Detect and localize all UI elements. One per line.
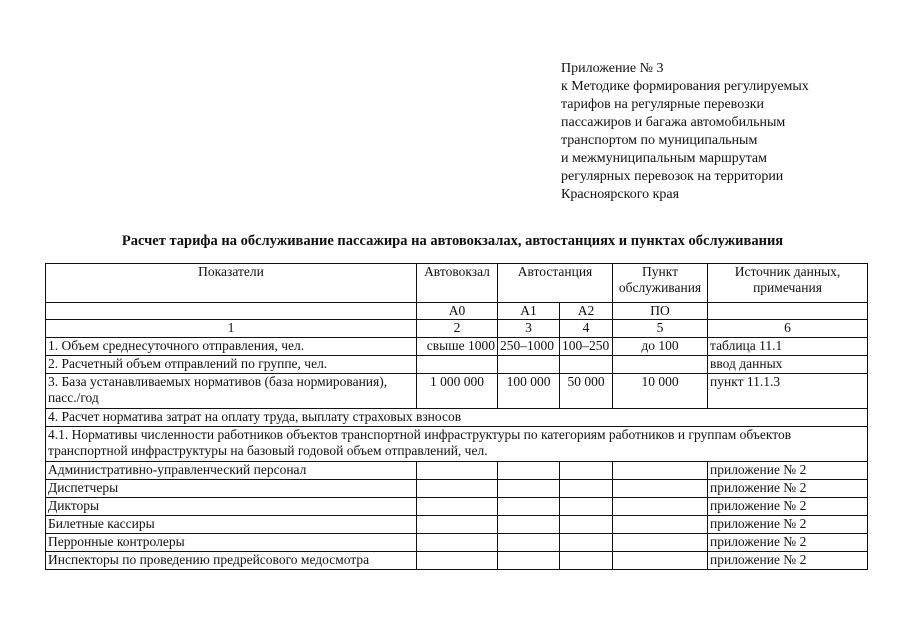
value-a0: 1 000 000 bbox=[417, 374, 498, 409]
staff-row bbox=[46, 516, 868, 534]
row-label: 2. Расчетный объем отправлений по группе, чел. bbox=[46, 356, 417, 374]
staff-source: приложение № 2 bbox=[708, 552, 868, 570]
section-row bbox=[46, 409, 868, 427]
staff-source: приложение № 2 bbox=[708, 480, 868, 498]
row-label: 3. База устанавливаемых нормативов (база нормирования), пасс./год bbox=[46, 374, 417, 409]
row-label: 1. Объем среднесуточного отправления, чел. bbox=[46, 338, 417, 356]
value-a1 bbox=[498, 356, 560, 374]
value-a2 bbox=[560, 356, 613, 374]
section-4-heading: 4. Расчет норматива затрат на оплату труда, выплату страховых взносов bbox=[46, 409, 868, 427]
table-cell bbox=[498, 480, 560, 498]
table-cell bbox=[417, 552, 498, 570]
appendix-line: Красноярского края bbox=[561, 187, 680, 202]
staff-source: приложение № 2 bbox=[708, 498, 868, 516]
code-po: ПО bbox=[613, 303, 708, 320]
table-cell bbox=[560, 534, 613, 552]
staff-source: приложение № 2 bbox=[708, 534, 868, 552]
table-cell bbox=[613, 534, 708, 552]
value-a1: 250–1000 bbox=[498, 338, 560, 356]
staff-row bbox=[46, 498, 868, 516]
staff-row bbox=[46, 534, 868, 552]
table-cell bbox=[560, 462, 613, 480]
value-a1: 100 000 bbox=[498, 374, 560, 409]
staff-row bbox=[46, 480, 868, 498]
table-cell bbox=[613, 498, 708, 516]
staff-label: Перронные контролеры bbox=[46, 534, 417, 552]
value-a2: 50 000 bbox=[560, 374, 613, 409]
table-cell bbox=[498, 534, 560, 552]
staff-row bbox=[46, 552, 868, 570]
table-cell bbox=[498, 516, 560, 534]
code-a1: А1 bbox=[498, 303, 560, 320]
page-title: Расчет тарифа на обслуживание пассажира на автовокзалах, автостанциях и пунктах обслуживания bbox=[121, 233, 784, 249]
staff-row bbox=[46, 462, 868, 480]
table-cell bbox=[613, 480, 708, 498]
appendix-line: регулярных перевозок на территории bbox=[561, 169, 784, 184]
table-cell bbox=[560, 552, 613, 570]
value-a2: 100–250 bbox=[560, 338, 613, 356]
appendix-line: тарифов на регулярные перевозки bbox=[561, 97, 765, 112]
table-row bbox=[46, 374, 868, 409]
header-source: Источник данных, примечания bbox=[708, 264, 868, 303]
staff-label: Диспетчеры bbox=[46, 480, 417, 498]
table-cell bbox=[613, 516, 708, 534]
staff-label: Билетные кассиры bbox=[46, 516, 417, 534]
appendix-line: Приложение № 3 bbox=[561, 61, 664, 76]
staff-label: Административно-управленческий персонал bbox=[46, 462, 417, 480]
staff-source: приложение № 2 bbox=[708, 462, 868, 480]
table-cell bbox=[498, 498, 560, 516]
col-number: 5 bbox=[613, 320, 708, 338]
value-a0: свыше 1000 bbox=[417, 338, 498, 356]
table-cell bbox=[417, 534, 498, 552]
col-number: 6 bbox=[708, 320, 868, 338]
header-row bbox=[46, 264, 868, 303]
appendix-line: пассажиров и багажа автомобильным bbox=[561, 115, 786, 130]
value-po bbox=[613, 356, 708, 374]
table-cell bbox=[498, 462, 560, 480]
col-number: 2 bbox=[417, 320, 498, 338]
value-po: 10 000 bbox=[613, 374, 708, 409]
appendix-line: и межмуниципальным маршрутам bbox=[561, 151, 767, 166]
value-po: до 100 bbox=[613, 338, 708, 356]
header-service-point: Пункт обслуживания bbox=[613, 264, 708, 303]
table-row bbox=[46, 338, 868, 356]
code-a0: А0 bbox=[417, 303, 498, 320]
table-cell bbox=[417, 462, 498, 480]
table-cell bbox=[560, 498, 613, 516]
col-number: 3 bbox=[498, 320, 560, 338]
column-numbers-row bbox=[46, 320, 868, 338]
table-cell bbox=[417, 498, 498, 516]
codes-row bbox=[46, 303, 868, 320]
staff-label: Инспекторы по проведению предрейсового медосмотра bbox=[46, 552, 417, 570]
table-cell bbox=[417, 516, 498, 534]
table-row bbox=[46, 356, 868, 374]
value-a0 bbox=[417, 356, 498, 374]
table-cell bbox=[417, 480, 498, 498]
table-cell bbox=[613, 462, 708, 480]
tariff-table bbox=[45, 263, 868, 570]
table-cell bbox=[560, 516, 613, 534]
table-cell bbox=[560, 480, 613, 498]
table-cell bbox=[613, 552, 708, 570]
appendix-note bbox=[561, 60, 809, 204]
section-4-1-heading: 4.1. Нормативы численности работников объектов транспортной инфраструктуры по категориям работников и группам объектов транспортной инфраструктуры на базовый годовой объем отправлений, чел. bbox=[46, 427, 868, 462]
header-indicators: Показатели bbox=[46, 264, 417, 303]
table-cell bbox=[46, 303, 417, 320]
appendix-line: к Методике формирования регулируемых bbox=[561, 79, 809, 94]
staff-label: Дикторы bbox=[46, 498, 417, 516]
table-cell bbox=[498, 552, 560, 570]
col-number: 1 bbox=[46, 320, 417, 338]
col-number: 4 bbox=[560, 320, 613, 338]
row-source: ввод данных bbox=[708, 356, 868, 374]
staff-source: приложение № 2 bbox=[708, 516, 868, 534]
header-bus-terminal: Автовокзал bbox=[417, 264, 498, 303]
table-cell bbox=[708, 303, 868, 320]
code-a2: А2 bbox=[560, 303, 613, 320]
appendix-line: транспортом по муниципальным bbox=[561, 133, 758, 148]
section-row bbox=[46, 427, 868, 462]
row-source: таблица 11.1 bbox=[708, 338, 868, 356]
header-bus-station: Автостанция bbox=[498, 264, 613, 303]
row-source: пункт 11.1.3 bbox=[708, 374, 868, 409]
